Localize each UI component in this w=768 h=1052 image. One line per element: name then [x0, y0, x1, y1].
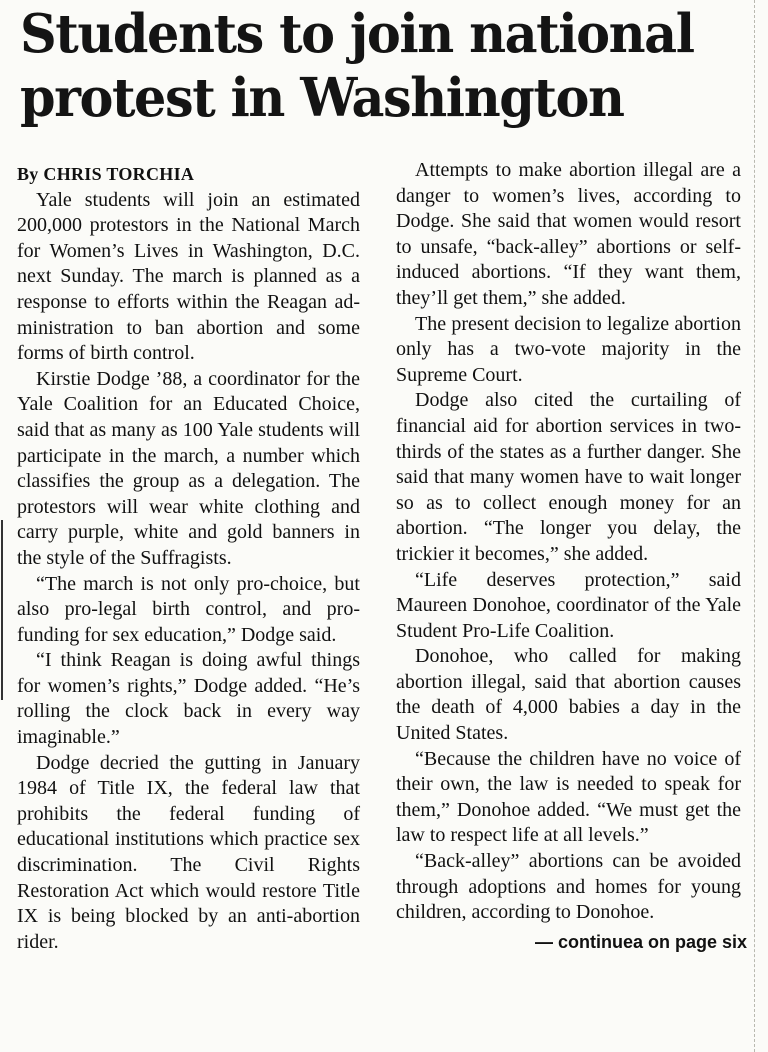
- headline-line-2: protest in Washington: [20, 67, 624, 129]
- paragraph: “The march is not only pro-choice, but also pro-legal birth control, and pro-funding for sex education,” Dodge said.: [17, 572, 360, 646]
- headline: [20, 2, 730, 130]
- column-edge-mark: [1, 520, 3, 700]
- paragraph: The present decision to legalize abortion only has a two-vote majority in the Supreme Court.: [396, 312, 741, 386]
- byline: By CHRIS TORCHIA: [17, 164, 195, 184]
- paragraph: “Life deserves protection,” said Maureen Donohoe, coordinator of the Yale Student Pro-Life Coalition.: [396, 568, 741, 642]
- paragraph: Dodge also cited the curtailing of financial aid for abortion services in two-thirds of the states as a further danger. She said that many women have to wait longer so as to collect enough money for an abortion. “The longer you delay, the trickier it becomes,” she added.: [396, 389, 741, 565]
- paragraph: “Because the children have no voice of their own, the law is needed to speak for them,” Donohoe added. “We must get the law to respect life at all levels.”: [396, 747, 741, 847]
- paragraph: Yale students will join an estimated 200,000 protestors in the National March for Women’s Lives in Washington, D.C. next Sunday. The march is planned as a response to efforts within the Reagan administration to ban abortion and some forms of birth control.: [17, 188, 360, 365]
- continued-on-page-six: — continuea on page six: [534, 931, 747, 952]
- left-column: [17, 162, 360, 955]
- headline-line-1: Students to join national: [20, 3, 694, 65]
- paragraph: “Back-alley” abortions can be avoided through adoptions and homes for young children, according to Donohoe.: [396, 850, 741, 924]
- page-edge-rule: [754, 0, 755, 1052]
- paragraph: Attempts to make abortion illegal are a danger to women’s lives, according to Dodge. She said that women would resort to unsafe, “back-alley” abortions or self-induced abortions. “If they want them, they’ll get them,” she added.: [396, 159, 741, 309]
- paragraph: Dodge decried the gutting in January 1984 of Title IX, the federal law that prohibits the federal funding of educational institutions which practice sex discrimination. The Civil Rights Restoration Act which would restore Title IX is being blocked by an anti-abortion rider.: [17, 751, 360, 953]
- paragraph: Kirstie Dodge ’88, a coordinator for the Yale Coalition for an Educated Choice, said that as many as 100 Yale students will participate in the march, a number which classifies the group as a delegation. The protestors will wear white clothing and carry purple, white and gold banners in the style of the Suffragists.: [17, 367, 360, 569]
- right-column: [396, 158, 747, 955]
- paragraph: Donohoe, who called for making abortion illegal, said that abortion causes the death of 4,000 babies a day in the United States.: [396, 645, 741, 745]
- paragraph: “I think Reagan is doing awful things for women’s rights,” Dodge added. “He’s rolling the clock back in every way imaginable.”: [17, 649, 360, 749]
